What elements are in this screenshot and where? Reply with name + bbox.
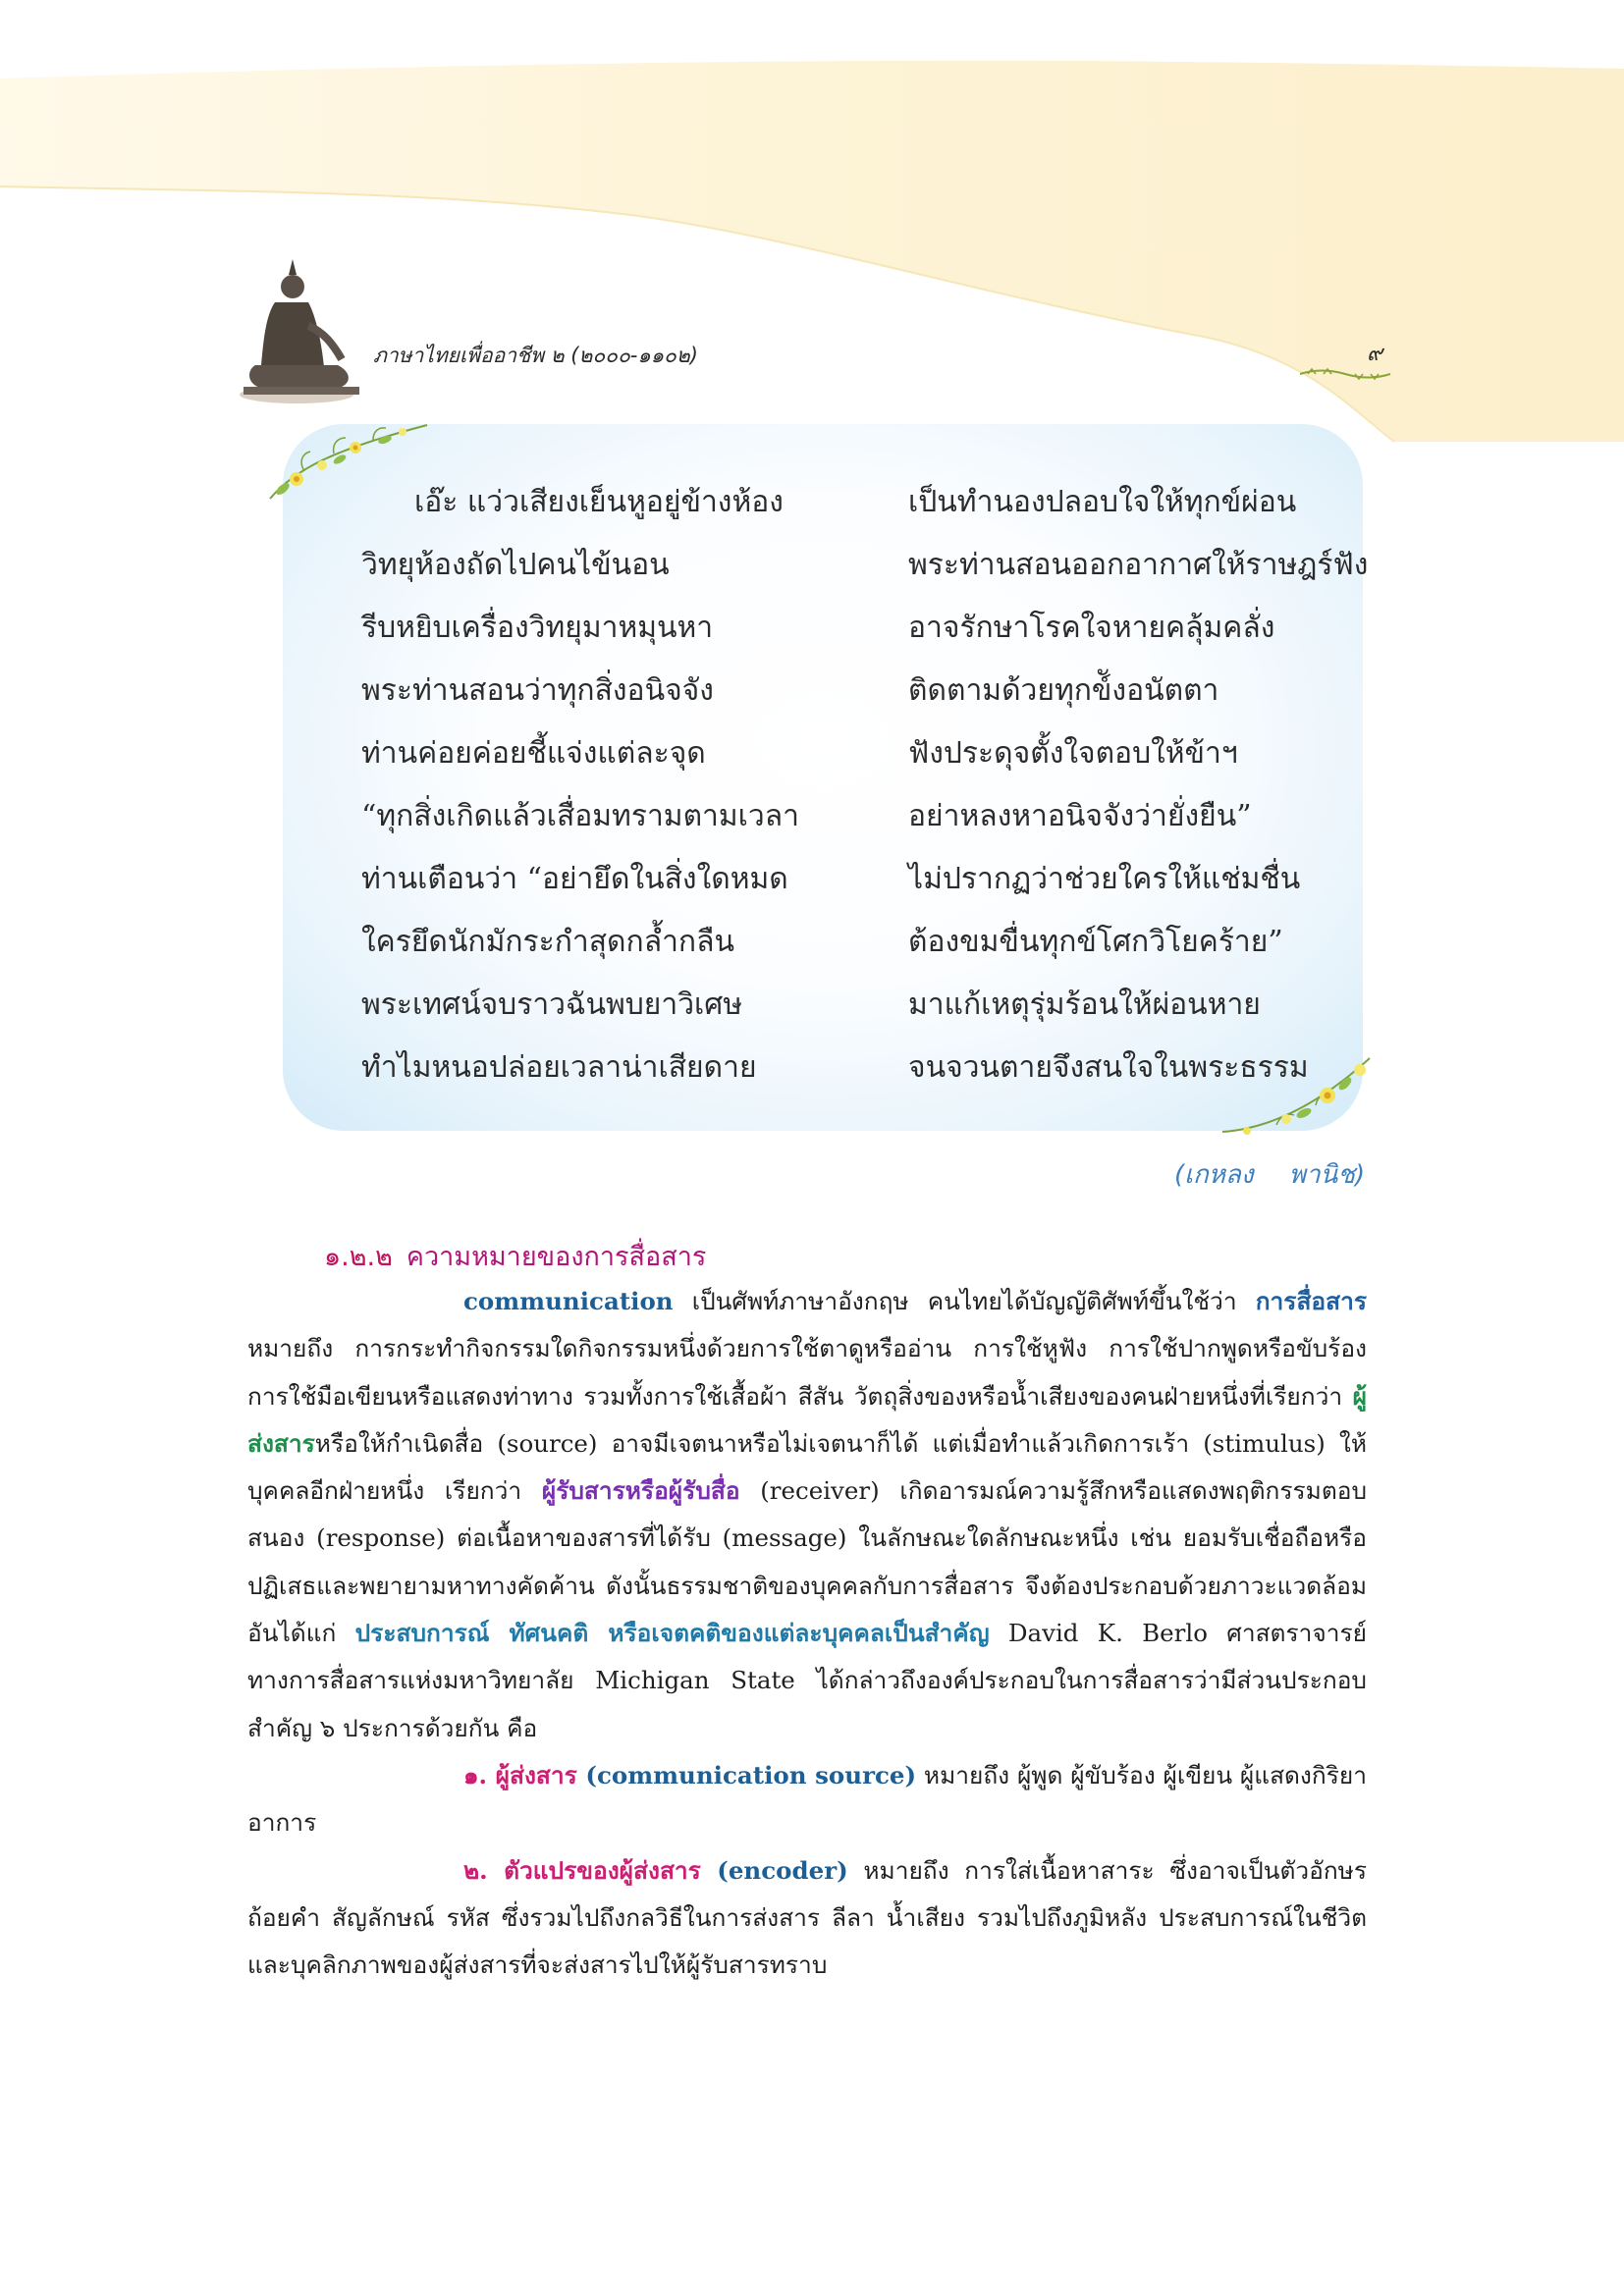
paragraph-definition (247, 1278, 1367, 1752)
poem-line: มาแก้เหตุรุ่มร้อนให้ผ่อนหาย (908, 988, 1261, 1022)
text-run: หมายถึง การกระทำกิจกรรมใดกิจกรรมหนึ่งด้วยการใช้ตาดูหรืออ่าน การใช้หูฟัง การใช้ปากพูดหรือขับร้อง การใช้มือเขียนหรือแสดงท่าทาง รวมทั้งการใช้เสื้อผ้า สีสัน วัตถุสิ่งของหรือน้ำเสียงของคนฝ่ายหนึ่งที่เรียกว่า (247, 1334, 1367, 1411)
poem-line: อาจรักษาโรคใจหายคลุ้มคลั่ง (908, 611, 1275, 645)
poem-line: เป็นทำนองปลอบใจให้ทุกข์ผ่อน (908, 485, 1297, 519)
poem-line: เอ๊ะ แว่วเสียงเย็นหูอยู่ข้างห้อง (414, 485, 784, 519)
section-number: ๑.๒.๒ (324, 1242, 393, 1272)
poem-line: รีบหยิบเครื่องวิทยุมาหมุนหา (361, 611, 714, 645)
poem-line: ใครยึดนักมักระกำสุดกล้ำกลืน (361, 925, 734, 959)
item-text: หมายถึง ผู้พูด ผู้ขับร้อง ผู้เขียน ผู้แสดงกิริยาอาการ (247, 1760, 1367, 1838)
item-text: หมายถึง การใส่เนื้อหาสาระ ซึ่งอาจเป็นตัวอักษร ถ้อยคำ สัญลักษณ์ รหัส ซึ่งรวมไปถึงกลวิธีในการส่งสาร ลีลา น้ำเสียง รวมไปถึงภูมิหลัง ประสบการณ์ในชีวิต และบุคลิกภาพของผู้ส่งสารที่จะส่งสารไปให้ผู้รับสารทราบ (247, 1855, 1367, 1980)
list-item-sender (247, 1752, 1367, 1847)
term-experience-attitude: ประสบการณ์ ทัศนคติ หรือเจตคติของแต่ละบุคคลเป็นสำคัญ (354, 1619, 990, 1648)
poem-line: วิทยุห้องถัดไปคนไข้นอน (361, 548, 670, 582)
poem-line: ต้องขมขื่นทุกข์โศกวิโยคร้าย” (908, 925, 1283, 959)
section-heading (324, 1235, 706, 1277)
text-run: David K. Berlo ศาสตราจารย์ทางการสื่อสารแห่งมหาวิทยาลัย Michigan State ได้กล่าวถึงองค์ประกอบในการสื่อสารว่ามีส่วนประกอบสำคัญ ๖ ประการด้วยกัน คือ (247, 1619, 1368, 1742)
poem-line: ฟังประดุจตั้งใจตอบให้ข้าฯ (908, 736, 1238, 771)
poem-line: พระเทศน์จบราวฉันพบยาวิเศษ (361, 988, 743, 1022)
page-ornament-icon (1298, 365, 1392, 383)
poem-line: ไม่ปรากฏว่าช่วยใครให้แช่มชื่น (908, 862, 1301, 896)
section-title: ความหมายของการสื่อสาร (406, 1242, 707, 1272)
body-text (247, 1278, 1367, 1989)
poem-left-column (361, 471, 799, 1099)
term-sender: ผู้ส่งสาร (247, 1381, 1367, 1458)
item-label: ๑. ผู้ส่งสาร (463, 1760, 577, 1789)
poem-line: จนจวนตายจึงสนใจในพระธรรม (908, 1050, 1309, 1085)
poem-line: พระท่านสอนออกอากาศให้ราษฎร์ฟัง (908, 548, 1369, 582)
poem-line: “ทุกสิ่งเกิดแล้วเสื่อมทรามตามเวลา (361, 799, 800, 833)
text-run: หรือให้กำเนิดสื่อ (source) อาจมีเจตนาหรือไม่เจตนาก็ได้ แต่เมื่อทำแล้วเกิดการเร้า (stimulus) ให้บุคคลอีกฝ่ายหนึ่ง เรียกว่า (247, 1428, 1367, 1506)
page-number: ๙ (1367, 342, 1383, 366)
page-header (236, 257, 1394, 404)
term-kan-suesan: การสื่อสาร (1255, 1287, 1367, 1315)
text-run: เป็นศัพท์ภาษาอังกฤษ คนไทยได้บัญญัติศัพท์ขึ้นใช้ว่า (673, 1287, 1256, 1315)
text-run: (receiver) เกิดอารมณ์ความรู้สึกหรือแสดงพฤติกรรมตอบสนอง (response) ต่อเนื้อหาของสารที่ได้รับ (message) ในลักษณะใดลักษณะหนึ่ง เช่น ยอมรับเชื่อถือหรือปฏิเสธและพยายามหาทางคัดค้าน ดังนั้นธรรมชาติของบุคคลกับการสื่อสาร จึงต้องประกอบด้วยภาวะแวดล้อม อันได้แก่ (247, 1476, 1367, 1648)
poem-line: ทำไมหนอปล่อยเวลาน่าเสียดาย (361, 1050, 757, 1085)
poem-line: ท่านค่อยค่อยชี้แจ่งแต่ละจุด (361, 736, 706, 771)
list-item-encoder (247, 1847, 1367, 1990)
item-label: ๒. ตัวแปรของผู้ส่งสาร (463, 1855, 701, 1885)
poem-attribution: (เกหลง พานิช) (1174, 1160, 1366, 1190)
term-communication: communication (463, 1287, 674, 1315)
book-title: ภาษาไทยเพื่ออาชีพ ๒ (๒๐๐๐-๑๑๐๒) (373, 344, 698, 367)
poem-line: ติดตามด้วยทุกข์ังอนัตตา (908, 673, 1219, 708)
term-receiver: ผู้รับสารหรือผู้รับสื่อ (541, 1476, 740, 1506)
poem-right-column (908, 471, 1368, 1099)
buddha-statue-icon (236, 257, 373, 404)
item-term: (communication source) (576, 1760, 917, 1789)
poem-line: อย่าหลงหาอนิจจังว่ายั่งยืน” (908, 799, 1252, 833)
poem-line: ท่านเตือนว่า “อย่ายึดในสิ่งใดหมด (361, 862, 788, 896)
item-term: (encoder) (700, 1855, 848, 1885)
poem-line: พระท่านสอนว่าทุกสิ่งอนิจจัง (361, 673, 714, 708)
